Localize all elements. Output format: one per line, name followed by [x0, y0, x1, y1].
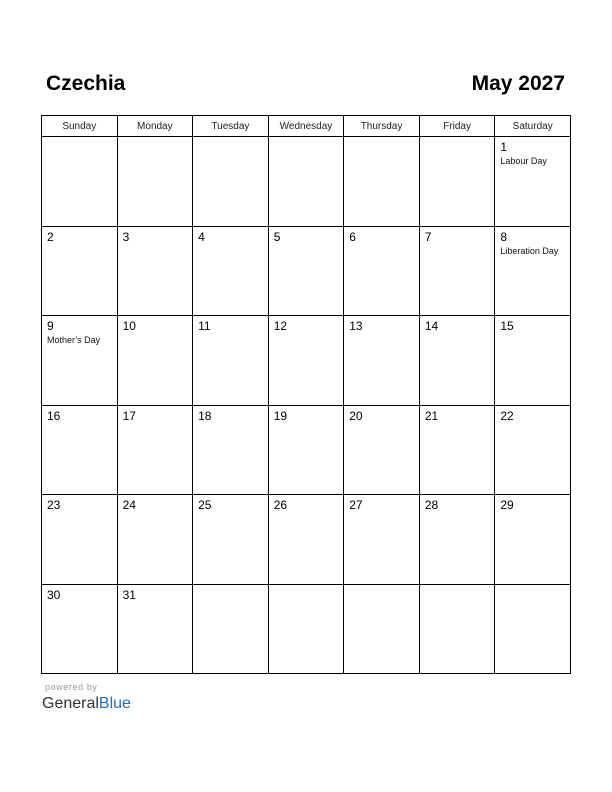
country-title: Czechia [46, 72, 126, 95]
day-cell [42, 495, 118, 585]
day-cell [419, 316, 495, 406]
empty-day-cell [42, 137, 118, 227]
day-number: 4 [198, 229, 205, 244]
day-number: 20 [349, 408, 363, 423]
day-cell [117, 226, 193, 316]
day-number: 10 [122, 319, 136, 333]
day-number: 3 [122, 229, 130, 244]
empty-day-cell [193, 137, 269, 227]
generalblue-logo[interactable] [42, 694, 131, 714]
day-cell [117, 495, 193, 585]
day-cell [495, 316, 571, 406]
week-row [42, 316, 571, 406]
weekday-monday: Monday [117, 116, 193, 137]
weekday-tuesday: Tuesday [193, 116, 269, 137]
day-number: 29 [500, 498, 514, 512]
day-number: 24 [122, 498, 136, 512]
day-cell [42, 584, 118, 674]
empty-day-cell [268, 584, 344, 674]
weekday-wednesday: Wednesday [268, 116, 344, 137]
day-cell [193, 316, 269, 406]
day-cell [419, 226, 495, 316]
day-cell [193, 495, 269, 585]
day-cell [419, 495, 495, 585]
day-cell [193, 405, 269, 495]
day-cell [42, 226, 118, 316]
empty-day-cell [344, 584, 420, 674]
empty-day-cell [419, 584, 495, 674]
day-number: 31 [122, 587, 136, 602]
week-row [42, 405, 571, 495]
day-cell [117, 584, 193, 674]
month-year-title: May 2027 [471, 72, 565, 95]
day-number: 27 [349, 498, 363, 512]
day-number: 5 [273, 229, 281, 244]
day-number: 25 [198, 498, 212, 512]
day-number: 2 [47, 229, 54, 244]
day-number: 8 [500, 229, 508, 244]
holiday-label: Liberation Day [500, 245, 559, 256]
week-row [42, 584, 571, 674]
empty-day-cell [193, 584, 269, 674]
calendar-grid [41, 115, 571, 674]
weekday-saturday: Saturday [495, 116, 571, 137]
day-number: 30 [47, 587, 61, 602]
day-number: 19 [273, 408, 288, 423]
day-number: 11 [198, 319, 211, 333]
day-number: 14 [424, 319, 439, 333]
week-row [42, 495, 571, 585]
holiday-label: Labour Day [500, 156, 547, 166]
day-cell [268, 495, 344, 585]
day-number: 1 [500, 140, 508, 154]
day-cell [495, 137, 571, 227]
day-number: 12 [273, 319, 288, 333]
powered-by-text: powered by [45, 682, 98, 692]
day-number: 13 [349, 319, 363, 333]
empty-day-cell [117, 137, 193, 227]
logo-blue-text: Blue [98, 695, 131, 712]
day-number: 18 [198, 408, 212, 423]
day-number: 28 [424, 498, 439, 512]
day-cell [495, 495, 571, 585]
day-cell [344, 405, 420, 495]
day-number: 22 [500, 408, 514, 423]
day-cell [344, 495, 420, 585]
day-cell [344, 316, 420, 406]
logo-general-text: General [42, 695, 99, 712]
day-cell [495, 226, 571, 316]
week-row [42, 137, 571, 227]
empty-day-cell [419, 137, 495, 227]
day-cell [268, 316, 344, 406]
day-cell [495, 405, 571, 495]
day-number: 7 [424, 229, 432, 244]
day-number: 16 [47, 408, 61, 423]
day-number: 15 [500, 319, 514, 333]
day-number: 6 [349, 229, 356, 244]
day-number: 23 [47, 498, 61, 512]
week-row [42, 226, 571, 316]
day-number: 9 [47, 319, 54, 333]
day-number: 17 [122, 408, 136, 423]
weekday-header-row [42, 116, 571, 137]
day-number: 21 [424, 408, 439, 423]
day-cell [193, 226, 269, 316]
footer-branding [42, 682, 131, 714]
empty-day-cell [344, 137, 420, 227]
day-number: 26 [273, 498, 288, 512]
day-cell [268, 405, 344, 495]
day-cell [344, 226, 420, 316]
weekday-friday: Friday [419, 116, 495, 137]
day-cell [419, 405, 495, 495]
day-cell [268, 226, 344, 316]
holiday-label: Mother’s Day [47, 335, 101, 345]
weekday-sunday: Sunday [42, 116, 118, 137]
day-cell [42, 405, 118, 495]
day-cell [117, 316, 193, 406]
day-cell [42, 316, 118, 406]
day-cell [117, 405, 193, 495]
empty-day-cell [268, 137, 344, 227]
weekday-thursday: Thursday [344, 116, 420, 137]
empty-day-cell [495, 584, 571, 674]
